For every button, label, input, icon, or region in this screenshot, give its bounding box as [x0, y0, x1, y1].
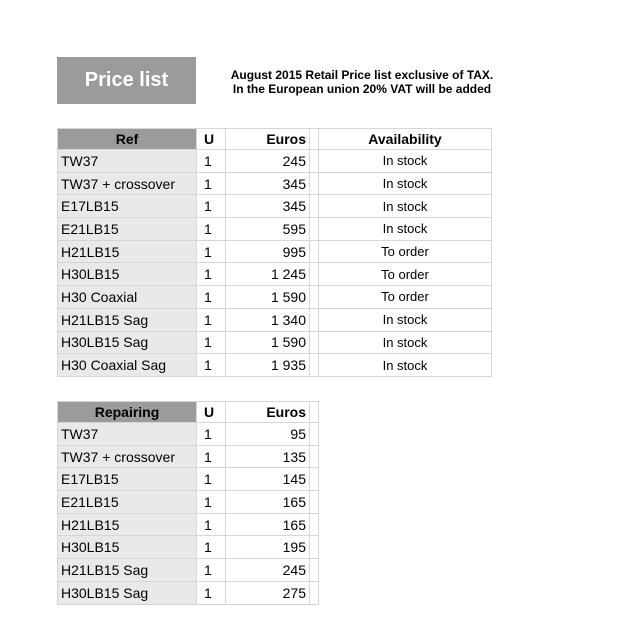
- cell-euros: 1 340: [226, 308, 310, 331]
- cell-availability: In stock: [319, 172, 492, 195]
- cell-euros: 135: [226, 445, 310, 468]
- table-row: [58, 195, 492, 218]
- cell-u: 1: [197, 286, 226, 309]
- table-row: [58, 172, 492, 195]
- table-row: [58, 559, 319, 582]
- cell-euros: 275: [226, 581, 310, 604]
- cell-euros: 145: [226, 468, 310, 491]
- cell-ref: H30 Coaxial Sag: [58, 354, 197, 377]
- cell-gap: [310, 172, 319, 195]
- table-row: [58, 513, 319, 536]
- cell-ref: H30LB15 Sag: [58, 331, 197, 354]
- header-euros: Euros: [226, 402, 310, 423]
- cell-availability: In stock: [319, 331, 492, 354]
- cell-availability: In stock: [319, 308, 492, 331]
- cell-u: 1: [197, 354, 226, 377]
- table-row: [58, 423, 319, 446]
- price-table-header: [58, 129, 492, 150]
- table-row: [58, 468, 319, 491]
- header-euros: Euros: [226, 129, 310, 150]
- cell-euros: 165: [226, 491, 310, 514]
- cell-u: 1: [197, 263, 226, 286]
- cell-gap: [310, 150, 319, 173]
- cell-u: 1: [197, 195, 226, 218]
- page-title: Price list: [57, 57, 196, 104]
- cell-availability: To order: [319, 263, 492, 286]
- cell-gap: [310, 536, 319, 559]
- cell-u: 1: [197, 513, 226, 536]
- cell-u: 1: [197, 240, 226, 263]
- header-gap: [310, 402, 319, 423]
- cell-euros: 245: [226, 150, 310, 173]
- table-row: [58, 240, 492, 263]
- cell-euros: 595: [226, 218, 310, 241]
- cell-u: 1: [197, 536, 226, 559]
- cell-euros: 1 590: [226, 331, 310, 354]
- table-row: [58, 581, 319, 604]
- cell-u: 1: [197, 491, 226, 514]
- cell-u: 1: [197, 468, 226, 491]
- cell-ref: TW37: [58, 423, 197, 446]
- cell-gap: [310, 195, 319, 218]
- price-table: [57, 128, 492, 377]
- note-line-1: August 2015 Retail Price list exclusive of TAX.: [230, 68, 494, 82]
- cell-ref: H30LB15 Sag: [58, 581, 197, 604]
- cell-euros: 165: [226, 513, 310, 536]
- cell-gap: [310, 581, 319, 604]
- table-row: [58, 445, 319, 468]
- cell-u: 1: [197, 581, 226, 604]
- cell-euros: 345: [226, 172, 310, 195]
- table-row: [58, 218, 492, 241]
- cell-gap: [310, 240, 319, 263]
- cell-ref: E21LB15: [58, 491, 197, 514]
- cell-gap: [310, 423, 319, 446]
- table-row: [58, 286, 492, 309]
- cell-u: 1: [197, 150, 226, 173]
- cell-availability: In stock: [319, 218, 492, 241]
- note-line-2: In the European union 20% VAT will be added: [232, 82, 492, 96]
- header-repairing: Repairing: [58, 402, 197, 423]
- cell-ref: TW37 + crossover: [58, 445, 197, 468]
- cell-gap: [310, 354, 319, 377]
- cell-euros: 195: [226, 536, 310, 559]
- cell-u: 1: [197, 559, 226, 582]
- table-row: [58, 308, 492, 331]
- cell-gap: [310, 263, 319, 286]
- cell-u: 1: [197, 331, 226, 354]
- header-gap: [310, 129, 319, 150]
- header-u: U: [197, 129, 226, 150]
- cell-gap: [310, 218, 319, 241]
- cell-u: 1: [197, 308, 226, 331]
- cell-u: 1: [197, 218, 226, 241]
- price-note: [226, 68, 498, 96]
- cell-ref: TW37: [58, 150, 197, 173]
- cell-u: 1: [197, 423, 226, 446]
- cell-availability: In stock: [319, 150, 492, 173]
- cell-gap: [310, 308, 319, 331]
- table-row: [58, 150, 492, 173]
- table-row: [58, 536, 319, 559]
- table-row: [58, 491, 319, 514]
- cell-gap: [310, 286, 319, 309]
- header-ref: Ref: [58, 129, 197, 150]
- table-row: [58, 354, 492, 377]
- cell-ref: H30 Coaxial: [58, 286, 197, 309]
- cell-availability: To order: [319, 286, 492, 309]
- repair-table-header: [58, 402, 319, 423]
- cell-euros: 345: [226, 195, 310, 218]
- cell-ref: TW37 + crossover: [58, 172, 197, 195]
- cell-availability: In stock: [319, 195, 492, 218]
- cell-ref: E17LB15: [58, 468, 197, 491]
- cell-euros: 245: [226, 559, 310, 582]
- cell-gap: [310, 468, 319, 491]
- cell-u: 1: [197, 172, 226, 195]
- cell-gap: [310, 331, 319, 354]
- cell-ref: E17LB15: [58, 195, 197, 218]
- cell-gap: [310, 513, 319, 536]
- cell-availability: In stock: [319, 354, 492, 377]
- repair-table: [57, 401, 319, 605]
- cell-ref: H21LB15 Sag: [58, 559, 197, 582]
- cell-gap: [310, 491, 319, 514]
- cell-euros: 1 590: [226, 286, 310, 309]
- cell-ref: H30LB15: [58, 536, 197, 559]
- cell-ref: H21LB15: [58, 240, 197, 263]
- cell-ref: E21LB15: [58, 218, 197, 241]
- header-availability: Availability: [319, 129, 492, 150]
- cell-gap: [310, 559, 319, 582]
- cell-availability: To order: [319, 240, 492, 263]
- cell-euros: 1 935: [226, 354, 310, 377]
- cell-euros: 1 245: [226, 263, 310, 286]
- cell-ref: H21LB15 Sag: [58, 308, 197, 331]
- cell-gap: [310, 445, 319, 468]
- cell-u: 1: [197, 445, 226, 468]
- cell-euros: 995: [226, 240, 310, 263]
- cell-ref: H21LB15: [58, 513, 197, 536]
- header-u: U: [197, 402, 226, 423]
- table-row: [58, 263, 492, 286]
- cell-ref: H30LB15: [58, 263, 197, 286]
- table-row: [58, 331, 492, 354]
- cell-euros: 95: [226, 423, 310, 446]
